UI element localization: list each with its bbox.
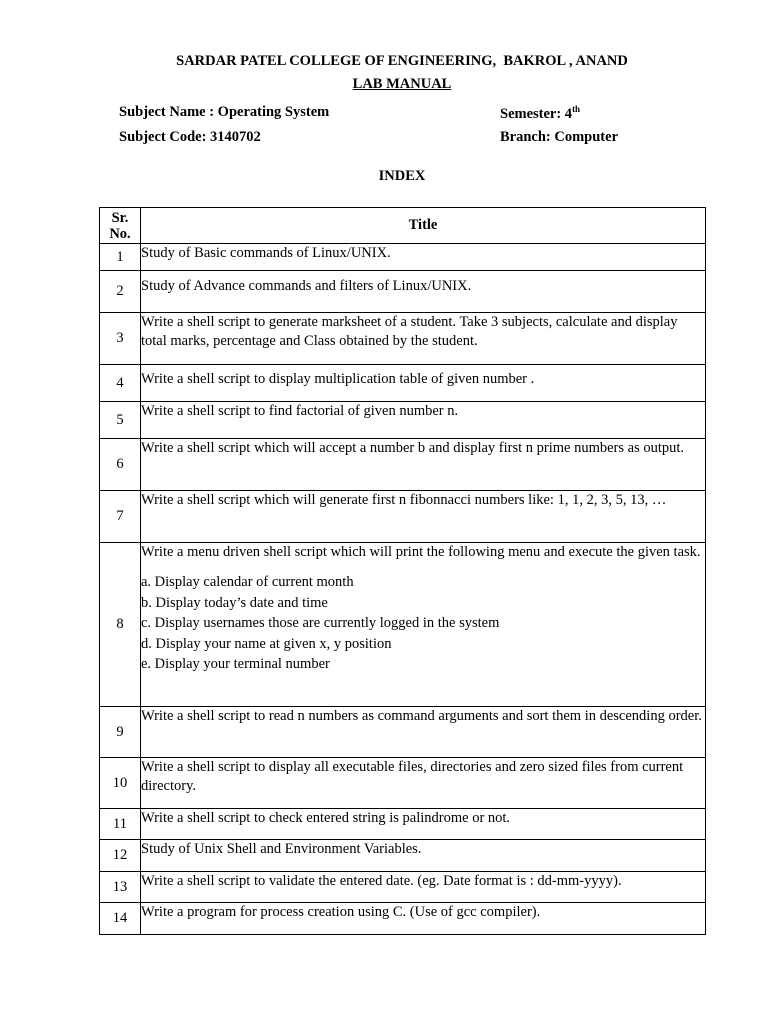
row-sr: 1	[100, 244, 141, 271]
index-heading: INDEX	[378, 168, 426, 184]
row-title: Write a shell script to check entered string is palindrome or not.	[141, 809, 706, 840]
table-row	[100, 491, 706, 543]
row-title: Study of Basic commands of Linux/UNIX.	[141, 244, 706, 271]
menu-item: e. Display your terminal number	[141, 656, 330, 672]
row-title: Study of Unix Shell and Environment Variables.	[141, 840, 706, 872]
col-sr-header	[100, 208, 141, 244]
row-sr: 7	[100, 491, 141, 543]
row-title: Write a program for process creation using C. (Use of gcc compiler).	[141, 903, 706, 935]
row-sr: 9	[100, 707, 141, 758]
table-row	[100, 840, 706, 872]
lab-manual-title: LAB MANUAL	[352, 76, 452, 92]
table-row	[100, 872, 706, 903]
row-sr: 14	[100, 903, 141, 935]
table-row	[100, 707, 706, 758]
branch: Branch: Computer	[500, 129, 619, 145]
table-row	[100, 809, 706, 840]
row-sr: 6	[100, 439, 141, 491]
table-row	[100, 758, 706, 809]
table-row	[100, 402, 706, 439]
table-row	[100, 903, 706, 935]
menu-item: d. Display your name at given x, y position	[141, 635, 392, 652]
row-sr: 2	[100, 271, 141, 313]
row-sr: 12	[100, 840, 141, 872]
subject-code: Subject Code: 3140702	[119, 129, 261, 145]
row-title: Write a shell script which will generate first n fibonnacci numbers like: 1, 1, 2, 3, 5, 13, …	[141, 491, 706, 543]
table-row	[100, 365, 706, 402]
col-title-header: Title	[141, 208, 706, 244]
row-title-menu	[141, 543, 706, 707]
row-sr: 13	[100, 872, 141, 903]
spacer	[141, 562, 705, 572]
row-title: Write a shell script which will accept a number b and display first n prime numbers as output.	[141, 439, 706, 491]
table-row	[100, 439, 706, 491]
table-row	[100, 313, 706, 365]
row-title: Write a shell script to display multiplication table of given number .	[141, 365, 706, 402]
menu-item: a. Display calendar of current month	[141, 574, 354, 590]
row-title: Write a menu driven shell script which will print the following menu and execute the given task.	[141, 544, 701, 560]
row-sr: 8	[100, 543, 141, 707]
index-table	[99, 207, 706, 935]
semester	[500, 104, 580, 123]
row-title: Write a shell script to validate the entered date. (eg. Date format is : dd-mm-yyyy).	[141, 872, 706, 903]
semester-label: Semester: 4	[500, 106, 573, 122]
row-sr: 5	[100, 402, 141, 439]
row-title: Write a shell script to find factorial of given number n.	[141, 402, 706, 439]
row-sr: 11	[100, 809, 141, 840]
row-title: Write a shell script to read n numbers as command arguments and sort them in descending order.	[141, 707, 706, 758]
row-sr: 4	[100, 365, 141, 402]
menu-item: b. Display today’s date and time	[141, 594, 328, 611]
table-row	[100, 244, 706, 271]
semester-suffix: th	[572, 104, 581, 114]
col-sr-line1: Sr.	[111, 209, 129, 226]
row-title: Write a shell script to display all executable files, directories and zero sized files from current directory.	[141, 758, 706, 809]
row-title: Study of Advance commands and filters of Linux/UNIX.	[141, 271, 706, 313]
row-title: Write a shell script to generate marksheet of a student. Take 3 subjects, calculate and display total marks, percentage and Class obtained by the student.	[141, 313, 706, 365]
table-row	[100, 271, 706, 313]
college-name: SARDAR PATEL COLLEGE OF ENGINEERING, BAKROL , ANAND	[176, 53, 628, 69]
table-header-row	[100, 208, 706, 244]
row-sr: 3	[100, 313, 141, 365]
row-sr: 10	[100, 758, 141, 809]
col-sr-line2: No.	[109, 225, 131, 242]
menu-item: c. Display usernames those are currently logged in the system	[141, 615, 500, 631]
subject-name: Subject Name : Operating System	[119, 104, 330, 120]
table-row	[100, 543, 706, 707]
